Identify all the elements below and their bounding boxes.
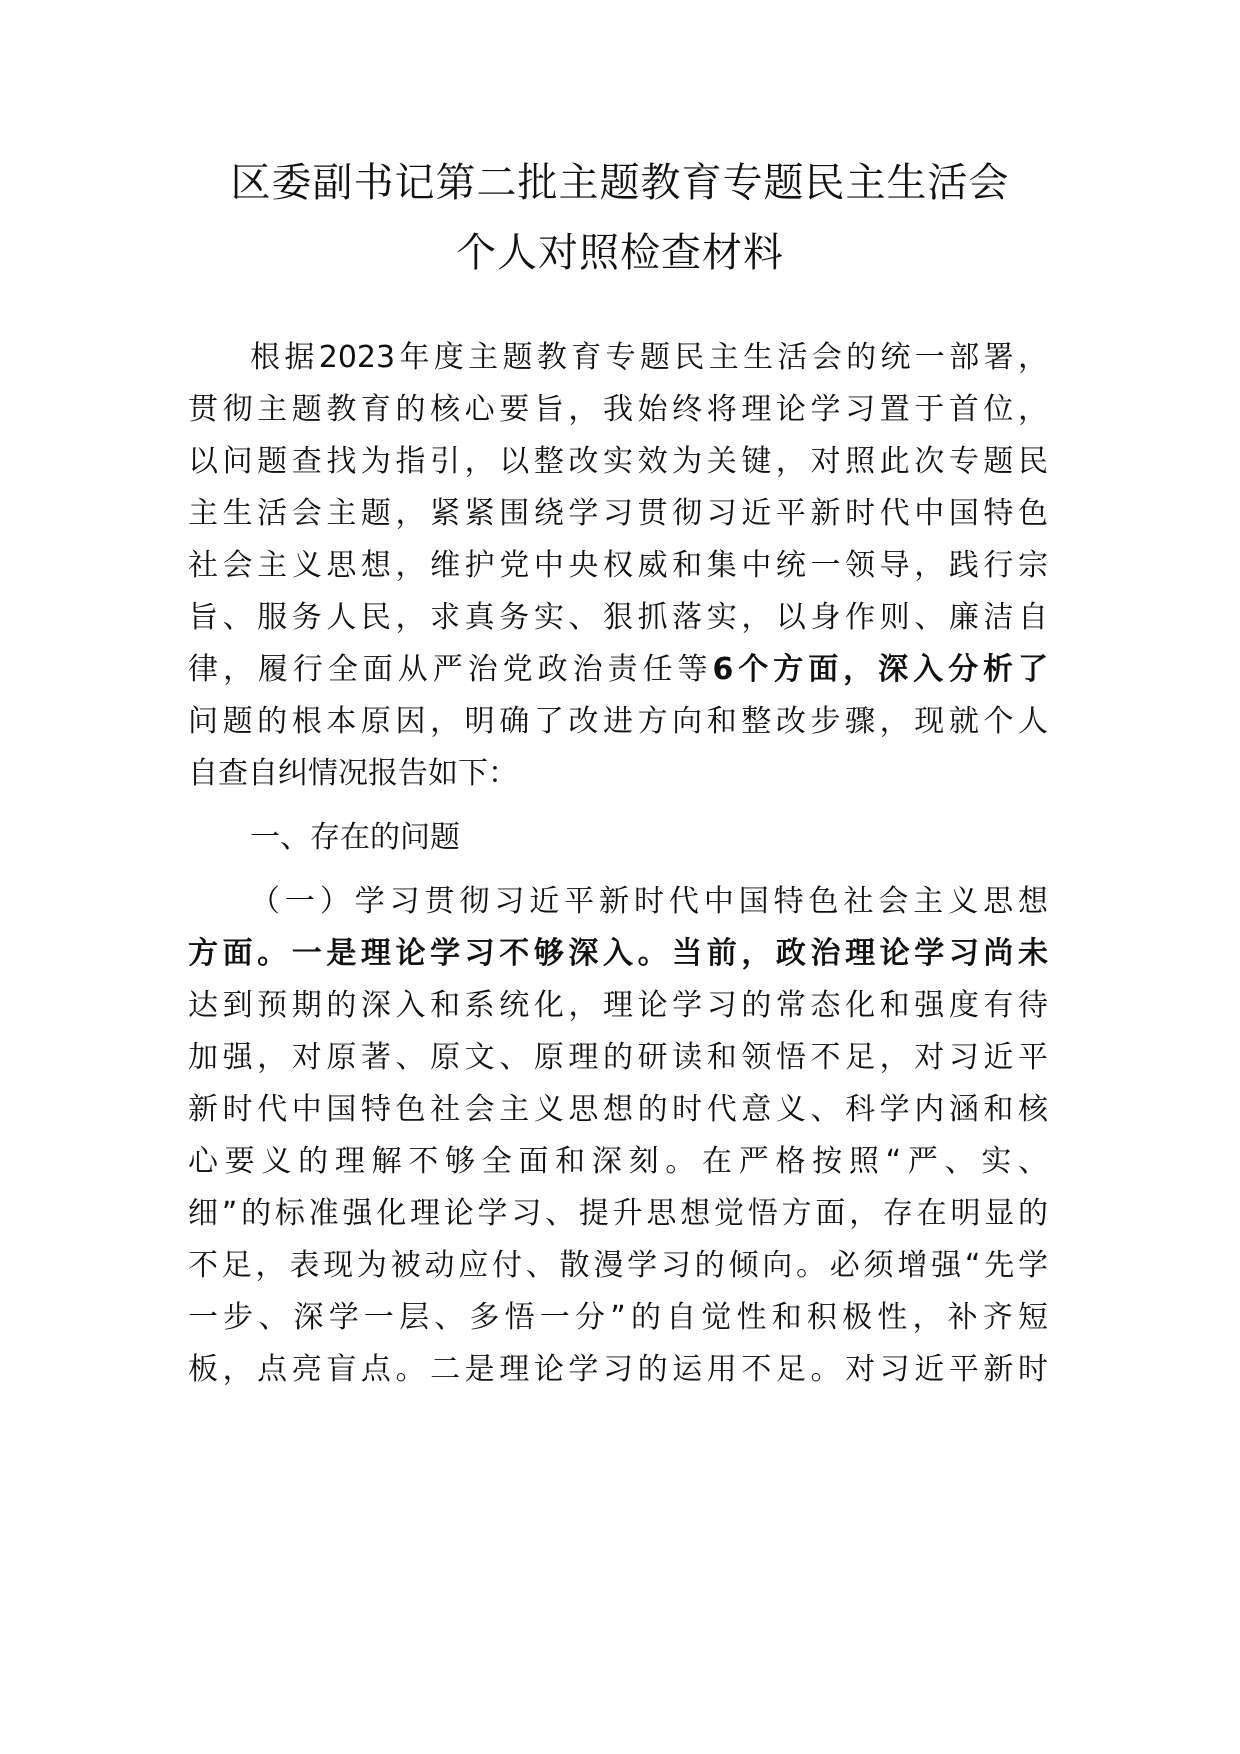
document-title-line-1: 区委副书记第二批主题教育专题民主生活会 [230, 160, 1010, 206]
body-text-line: 加强，对原著、原文、原理的研读和领悟不足，对习近平 [188, 1040, 1048, 1075]
document-title-line-2: 个人对照检查材料 [456, 230, 784, 276]
subsection-heading: （一）学习贯彻习近平新时代中国特色社会主义思想 [250, 884, 1048, 919]
body-text-line: 问题的根本原因，明确了改进方向和整改步骤，现就个人 [188, 704, 1048, 739]
body-text-line: 达到预期的深入和系统化，理论学习的常态化和强度有待 [188, 988, 1048, 1023]
body-text-line: 新时代中国特色社会主义思想的时代意义、科学内涵和核 [188, 1092, 1048, 1127]
body-text-line: 旨、服务人民，求真务实、狠抓落实，以身作则、廉洁自 [188, 600, 1048, 635]
body-text-line: 板，点亮盲点。二是理论学习的运用不足。对习近平新时 [188, 1352, 1048, 1387]
section-heading: 一、存在的问题 [250, 820, 460, 855]
body-text-line: 细”的标准强化理论学习、提升思想觉悟方面，存在明显的 [188, 1196, 1048, 1231]
body-text-line: 以问题查找为指引，以整改实效为关键，对照此次专题民 [188, 444, 1048, 479]
body-text-line: 贯彻主题教育的核心要旨，我始终将理论学习置于首位， [188, 392, 1048, 427]
body-text-line: 根据2023年度主题教育专题民主生活会的统一部署， [250, 340, 1048, 375]
body-text-line: 心要义的理解不够全面和深刻。在严格按照“严、实、 [188, 1144, 1048, 1179]
body-text-bold: 6个方面，深入分析了 [712, 652, 1048, 687]
body-text-bold-line: 方面。一是理论学习不够深入。当前，政治理论学习尚未 [188, 936, 1048, 971]
body-text-line: 主生活会主题，紧紧围绕学习贯彻习近平新时代中国特色 [188, 496, 1048, 531]
body-text-line: 社会主义思想，维护党中央权威和集中统一领导，践行宗 [188, 548, 1048, 583]
body-text-line: 一步、深学一层、多悟一分”的自觉性和积极性，补齐短 [188, 1300, 1048, 1335]
body-text-line: 自查自纠情况报告如下： [188, 756, 518, 791]
body-text-line: 不足，表现为被动应付、散漫学习的倾向。必须增强“先学 [188, 1248, 1048, 1283]
body-text-line-mixed [188, 650, 1048, 690]
body-text-normal: 律，履行全面从严治党政治责任等 [188, 652, 713, 687]
